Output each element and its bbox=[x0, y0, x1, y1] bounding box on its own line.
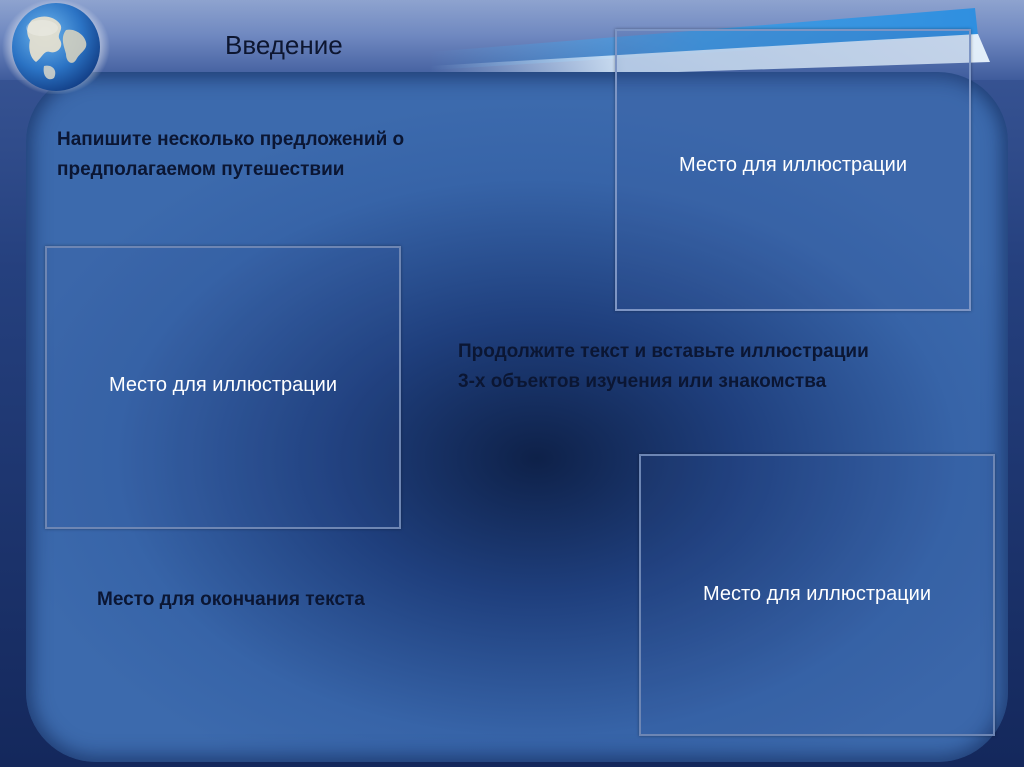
illustration-placeholder-label: Место для иллюстрации bbox=[678, 153, 908, 176]
continue-instruction bbox=[458, 337, 958, 397]
continue-instruction-line-2: 3-х объектов изучения или знакомства bbox=[458, 371, 827, 392]
ending-text-placeholder: Место для окончания текста bbox=[97, 589, 365, 610]
illustration-placeholder-label: Место для иллюстрации bbox=[702, 582, 932, 605]
illustration-placeholder-bottom-right[interactable] bbox=[639, 454, 995, 736]
intro-instruction: Напишите несколько предложений о предполагаемом путешествии bbox=[57, 129, 405, 180]
continue-instruction-line-1: Продолжите текст и вставьте иллюстрации bbox=[458, 341, 869, 362]
illustration-placeholder-top-right[interactable] bbox=[615, 29, 971, 311]
slide-title: Введение bbox=[225, 30, 343, 60]
illustration-placeholder-left[interactable] bbox=[45, 246, 401, 529]
globe-icon bbox=[2, 0, 110, 94]
illustration-placeholder-label: Место для иллюстрации bbox=[108, 374, 338, 396]
